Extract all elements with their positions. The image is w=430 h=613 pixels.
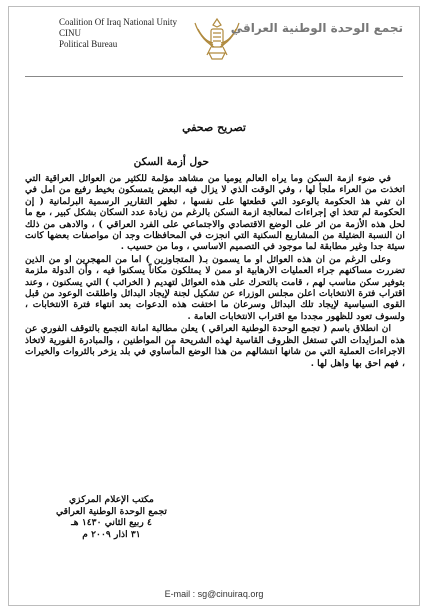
document-body: [25, 173, 405, 370]
org-arabic-calligraphy: [230, 21, 403, 49]
header-divider: [25, 76, 403, 77]
signature-hijri-date: ٤ ربيع الثاني ١٤٣٠ هـ: [71, 517, 152, 528]
document-page: [8, 6, 420, 606]
document-title: تصريح صحفي: [182, 121, 246, 134]
signature-gregorian-date: ٣١ اذار ٢٠٠٩ م: [82, 528, 141, 540]
org-name-en: Coalition Of Iraq National Unity: [59, 17, 177, 27]
footer-email: E-mail : sg@cinuiraq.org: [164, 589, 264, 599]
org-bureau: Political Bureau: [59, 39, 118, 49]
signature-office: مكتب الإعلام المركزي: [68, 494, 154, 505]
document-subject: حول أزمة السكن: [133, 156, 209, 168]
signature-org: تجمع الوحدة الوطنية العراقي: [55, 505, 167, 517]
body-paragraph: ان انطلاق باسم ( تجمع الوحدة الوطنية العراقي ) يعلن مطالبة امانة التجمع بالتوقف الفوري عن هذه المزايدات التي تستغل الظروف القاسية لهذه الشريحة من المواطنين ، والمبادرة الفورية لاتخاذ الاجراءات العملية التي من شانها انتشالهم من هذا الوضع المأساوي في بلد يزخر بالثروات والخيرات ، فهم احق بها واهل لها .: [25, 323, 405, 369]
arabic-logo-text: تجمع الوحدة الوطنية العراقي: [230, 21, 403, 35]
signature-block: [56, 494, 167, 540]
body-paragraph: في ضوء ازمة السكن وما يراه العالم يوميا من مشاهد مؤلمة للكثير من العوائل العراقية التي اتخذت من العراء ملجأ لها ، وفي الوقت الذي لا يزال فيه البعض يتمسكون بخيط رفيع من امل في ان تفي هذ الحكومة بالوعود التي قطعتها على نفسها ، تظهر التقارير الرسمية البرلمانية ( إن الحكومة لم تتخذ اي إجراءات لمعالجة ازمة السكن بالرغم من زيادة عدد السكان بشكل كبير ، مع ما لحل هذه الأزمة من اثر على الوضع الاقتصادي والاجتماعي على الفرد العراقي ) ، والادهى من ذلك ان النسبة الضئيلة من المشاريع السكنية التي انجزت في المحافظات وجد ان مواصفات بعضها كانت سيئة جدا وغير مطابقة لما موجود في التصميم الاساسي ، وما من حسيب .: [25, 173, 405, 253]
org-english-header: [59, 17, 177, 50]
org-acronym: CINU: [59, 28, 81, 38]
body-paragraph: وعلى الرغم من ان هذه العوائل او ما يسمون بـ( المتجاوزين ) اما من المهجرين او من الذين تضررت مساكنهم جراء العمليات الارهابية او ممن لا يمتلكون مكاناً يسكنوا فيه ، وأن الدولة ملزمة بتوفير سكن مناسب لهم ، قامت بالتحرك على هذه العوائل لتهديم ( الخرائب ) التي يسكنون ، وعند اقتراب فترة الانتخابات اعلن مجلس الوزراء عن تشكيل لجنة لإيجاد البدائل واطلقت الوعود من قبل القوى السياسية لإيجاد تلك البدائل وسرعان ما اختفت هذه الدعوات بعد انتهاء فترة الانتخابات ، ولسوف تعود للظهور مجددا مع اقتراب الانتخابات العامة .: [25, 253, 405, 322]
